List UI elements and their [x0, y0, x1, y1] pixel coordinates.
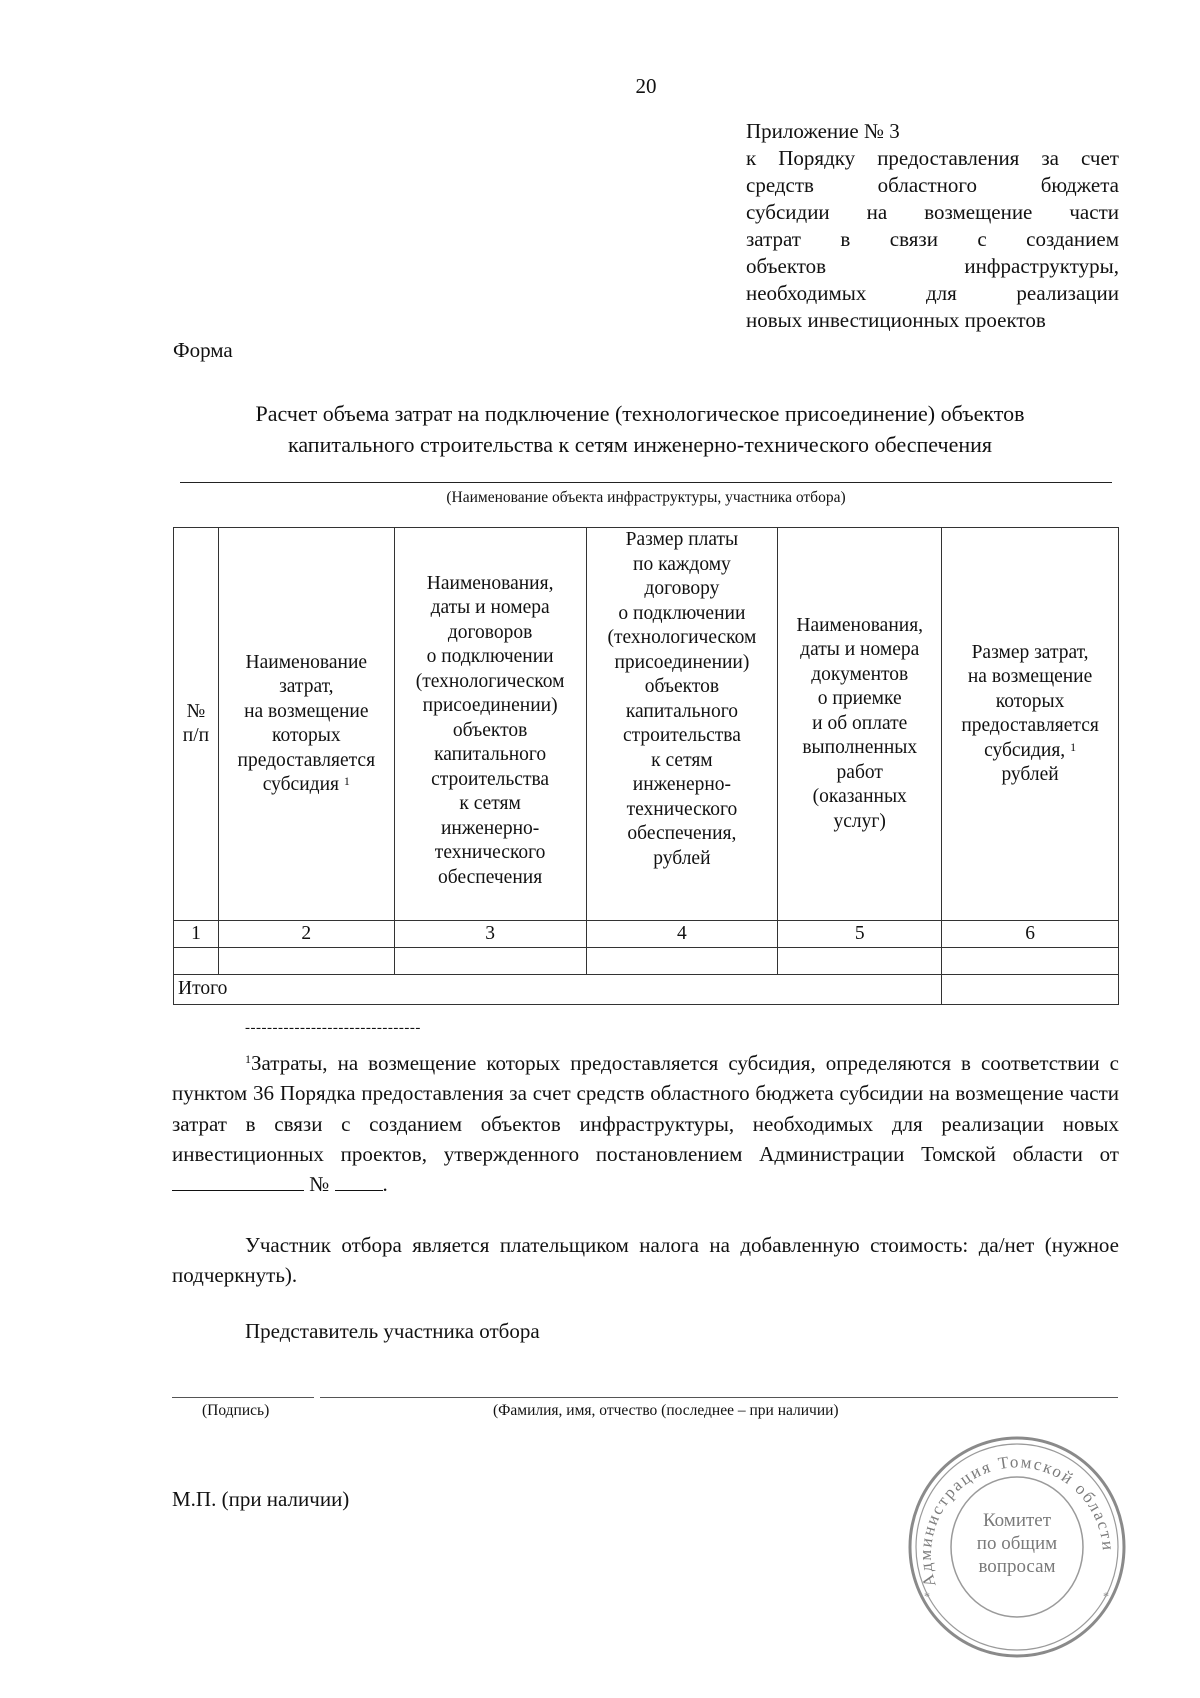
column-number-row	[174, 921, 1119, 948]
table-cell-number[interactable]	[174, 948, 219, 975]
header-line: присоединении)	[614, 651, 750, 673]
header-line: Наименование	[245, 651, 368, 673]
header-line: объектов	[644, 676, 720, 697]
header-line-text: субсидия	[262, 774, 339, 795]
header-line: услуг)	[833, 810, 886, 832]
header-cell-acceptance-docs	[778, 528, 942, 921]
header-cell-cost-amount	[942, 528, 1119, 921]
header-line	[221, 773, 392, 798]
appendix-line: к Порядку предоставления за счет	[746, 146, 1119, 170]
appendix-line: новых инвестиционных проектов	[746, 308, 1046, 332]
header-line: по каждому	[633, 553, 731, 575]
footnote-body: Затраты, на возмещение которых предоставляется субсидия, определяются в соответствии с пунктом 36 Порядка предоставления за счет средств областного бюджета субсидии на возмещение части затрат в связи с созданием объектов инфраструктуры, необходимых для реализации новых инвестиционных проектов, утвержденного постановлением Администрации Томской области от	[172, 1051, 1119, 1166]
header-line: Размер платы	[625, 529, 739, 550]
header-line: инженерно-	[440, 817, 540, 839]
table-cell-cost-name[interactable]	[218, 948, 394, 975]
appendix-line: затрат в связи с созданием	[746, 227, 1119, 251]
header-line: Наименования,	[426, 572, 554, 594]
header-line: (оказанных	[812, 786, 907, 808]
total-label: Итого	[174, 975, 942, 1005]
approval-date-field[interactable]	[172, 1172, 304, 1191]
header-line: на возмещение	[967, 666, 1093, 687]
header-line: объектов	[452, 719, 528, 741]
stamp-icon	[906, 1435, 1128, 1659]
header-line: даты и номера	[800, 639, 920, 661]
stamp-ring-text: Администрация Томской области	[915, 1452, 1119, 1590]
header-line: п/п	[182, 725, 210, 746]
representative-label: Представитель участника отбора	[245, 1319, 540, 1343]
header-line-text: субсидия,	[984, 739, 1066, 761]
signature-field[interactable]	[172, 1397, 314, 1398]
footnote-ref: 1	[1070, 739, 1077, 754]
column-number: 1	[174, 921, 219, 948]
header-line: (технологическом	[415, 670, 565, 692]
total-value[interactable]	[942, 975, 1119, 1005]
table-row	[174, 948, 1119, 975]
footnote-separator: --------------------------------	[245, 1020, 421, 1036]
header-line: о подключении	[426, 646, 554, 668]
header-line: рублей	[653, 847, 711, 869]
appendix-line: объектов инфраструктуры,	[746, 254, 1119, 278]
header-line: строительства	[431, 768, 550, 790]
header-line: затрат,	[279, 676, 334, 697]
header-line: о подключении	[618, 602, 746, 624]
header-line: капитального	[625, 700, 738, 722]
header-line: рублей	[1001, 764, 1059, 785]
header-line: которых	[272, 725, 341, 746]
appendix-line: средств областного бюджета	[746, 173, 1119, 197]
header-line: (технологическом	[607, 627, 757, 648]
header-line: работ	[836, 761, 883, 783]
column-number: 3	[394, 921, 586, 948]
header-line: к сетям	[651, 749, 713, 771]
footnote-ref: 1	[343, 774, 350, 788]
footnote-marker: 1	[245, 1052, 251, 1066]
header-line: договоров	[447, 621, 533, 643]
stamp-line: вопросам	[978, 1556, 1056, 1577]
header-line: Размер затрат,	[971, 641, 1089, 663]
header-line: предоставляется	[961, 715, 1099, 736]
footnote-end: .	[382, 1172, 388, 1197]
svg-text:*: *	[1103, 1589, 1109, 1603]
header-line: договору	[644, 578, 720, 599]
full-name-caption: (Фамилия, имя, отчество (последнее – при наличии)	[493, 1402, 839, 1419]
header-line: и об оплате	[812, 712, 908, 734]
header-line: обеспечения	[438, 866, 543, 888]
header-line: инженерно-	[632, 774, 732, 795]
header-line: даты и номера	[430, 597, 550, 619]
header-cell-cost-name	[218, 528, 394, 921]
form-label: Форма	[173, 338, 233, 362]
header-line: о приемке	[817, 688, 902, 710]
svg-text:*: *	[924, 1589, 930, 1603]
table-cell-payment-amount[interactable]	[586, 948, 778, 975]
approval-number-field[interactable]	[335, 1172, 383, 1191]
header-cell-payment-amount	[586, 528, 778, 921]
header-line: к сетям	[459, 793, 521, 815]
title-line-1: Расчет объема затрат на подключение (технологическое присоединение) объектов	[255, 401, 1025, 426]
cost-calculation-table	[173, 527, 1119, 1005]
appendix-line: необходимых для реализации	[746, 281, 1119, 305]
number-prefix: №	[309, 1172, 330, 1197]
document-title	[160, 398, 1120, 460]
total-row	[174, 975, 1119, 1005]
header-line: №	[186, 700, 206, 722]
header-line: капитального	[434, 744, 547, 766]
header-line: на возмещение	[244, 700, 369, 722]
vat-statement: Участник отбора является плательщиком налога на добавленную стоимость: да/нет (нужное подчеркнуть).	[172, 1233, 1119, 1288]
title-line-2: капитального строительства к сетям инженерно-технического обеспечения	[287, 432, 993, 457]
full-name-field[interactable]	[320, 1397, 1118, 1398]
signature-caption: (Подпись)	[202, 1402, 270, 1419]
header-line: присоединении)	[422, 695, 558, 717]
table-cell-contracts[interactable]	[394, 948, 586, 975]
appendix-line: субсидии на возмещение части	[746, 200, 1119, 224]
appendix-line: Приложение № 3	[746, 119, 900, 143]
object-name-field[interactable]	[180, 482, 1112, 483]
header-line: выполненных	[802, 737, 918, 759]
official-stamp	[906, 1435, 1128, 1659]
header-line: которых	[995, 690, 1065, 712]
header-line	[944, 739, 1116, 764]
header-line: обеспечения,	[627, 823, 737, 844]
column-number: 5	[778, 921, 942, 948]
header-line: Наименования,	[796, 614, 924, 636]
object-name-caption: (Наименование объекта инфраструктуры, участника отбора)	[446, 489, 846, 506]
appendix-reference	[746, 118, 1119, 334]
header-line: документов	[811, 663, 909, 685]
header-cell-number	[174, 528, 219, 921]
table-cell-cost-amount[interactable]	[942, 948, 1119, 975]
table-header-row	[174, 528, 1119, 921]
footnote-text	[172, 1048, 1119, 1199]
stamp-line: по общим	[976, 1533, 1058, 1554]
column-number: 2	[218, 921, 394, 948]
header-line: технического	[626, 798, 738, 820]
column-number: 6	[942, 921, 1119, 948]
header-line: предоставляется	[237, 749, 376, 771]
header-line: технического	[434, 842, 546, 864]
column-number: 4	[586, 921, 778, 948]
seal-label: М.П. (при наличии)	[172, 1487, 350, 1511]
stamp-line: Комитет	[982, 1510, 1052, 1531]
header-cell-contracts	[394, 528, 586, 921]
header-line: строительства	[622, 725, 741, 746]
table-cell-acceptance-docs[interactable]	[778, 948, 942, 975]
page-number: 20	[635, 74, 657, 98]
